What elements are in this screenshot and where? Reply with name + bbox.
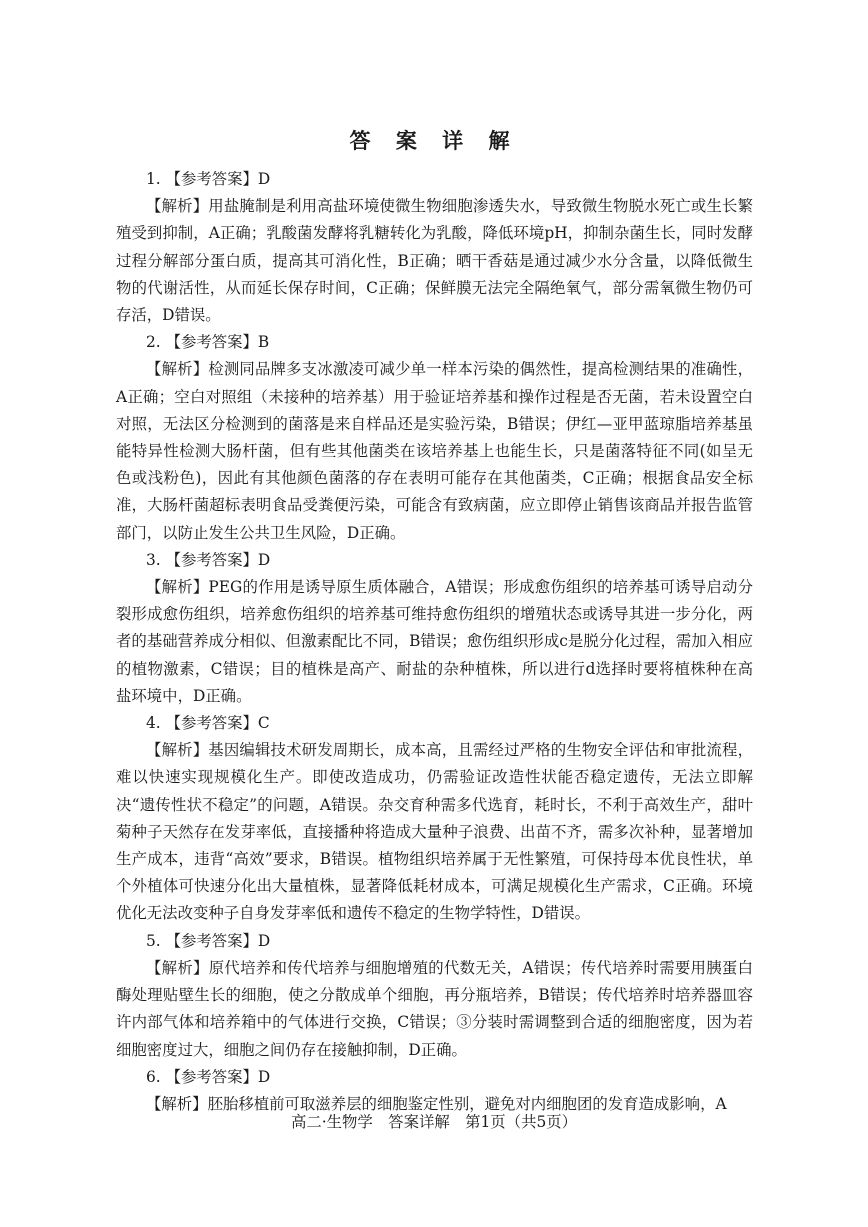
page-footer: 高二·生物学 答案详解 第1页（共5页） [290, 1113, 578, 1131]
answer-list [116, 166, 753, 1118]
answer-line: 2. 【参考答案】B [146, 333, 270, 352]
page-title: 答 案 详 解 [349, 128, 519, 153]
analysis-paragraph: 【解析】基因编辑技术研发周期长，成本高，且需经过严格的生物安全评估和审批流程，难以快速实现规模化生产。即使改造成功，仍需验证改造性状能否稳定遗传，无法立即解决“遗传性状不稳定”的问题，A错误。杂交育种需多代选育，耗时长，不利于高效生产，甜叶菊种子天然存在发芽率低，直接播种将造成大量种子浪费、出苗不齐，需多次补种，显著增加生产成本，违背“高效”要求，B错误。植物组织培养属于无性繁殖，可保持母本优良性状，单个外植体可快速分化出大量植株，显著降低耗材成本，可满足规模化生产需求，C正确。环境优化无法改变种子自身发芽率低和遗传不稳定的生物学特性，D错误。 [116, 741, 753, 923]
answer-line: 5. 【参考答案】D [146, 931, 271, 950]
answer-line: 6. 【参考答案】D [146, 1067, 271, 1086]
analysis-paragraph: 【解析】胚胎移植前可取滋养层的细胞鉴定性别，避免对内细胞团的发育造成影响，A [146, 1094, 727, 1113]
answer-line: 3. 【参考答案】D [146, 550, 271, 569]
answer-item [116, 928, 753, 1064]
answer-item [116, 166, 753, 329]
answer-line: 4. 【参考答案】C [146, 714, 270, 733]
analysis-paragraph: 【解析】用盐腌制是利用高盐环境使微生物细胞渗透失水，导致微生物脱水死亡或生长繁殖受到抑制，A正确；乳酸菌发酵将乳糖转化为乳酸，降低环境pH，抑制杂菌生长，同时发酵过程分解部分蛋白质，提高其可消化性，B正确；晒干香菇是通过减少水分含量，以降低微生物的代谢活性，从而延长保存时间，C正确；保鲜膜无法完全隔绝氧气，部分需氧微生物仍可存活，D错误。 [116, 197, 753, 325]
answer-item [116, 547, 753, 710]
analysis-paragraph: 【解析】检测同品牌多支冰激凌可减少单一样本污染的偶然性，提高检测结果的准确性，A正确；空白对照组（未接种的培养基）用于验证培养基和操作过程是否无菌，若未设置空白对照，无法区分检测到的菌落是来自样品还是实验污染，B错误；伊红—亚甲蓝琼脂培养基虽能特异性检测大肠杆菌，但有些其他菌类在该培养基上也能生长，只是菌落特征不同(如呈无色或浅粉色)，因此有其他颜色菌落的存在表明可能存在其他菌类，C正确；根据食品安全标准，大肠杆菌超标表明食品受粪便污染，可能含有致病菌，应立即停止销售该商品并报告监管部门，以防止发生公共卫生风险，D正确。 [116, 360, 753, 542]
answer-item [116, 329, 753, 547]
answer-line: 1. 【参考答案】D [146, 170, 271, 188]
answer-item [116, 710, 753, 928]
analysis-paragraph: 【解析】原代培养和传代培养与细胞增殖的代数无关，A错误；传代培养时需要用胰蛋白酶处理贴壁生长的细胞，使之分散成单个细胞，再分瓶培养，B错误；传代培养时培养器皿容许内部气体和培养箱中的气体进行交换，C错误；③分装时需调整到合适的细胞密度，因为若细胞密度过大，细胞之间仍存在接触抑制，D正确。 [116, 958, 753, 1059]
analysis-paragraph: 【解析】PEG的作用是诱导原生质体融合，A错误；形成愈伤组织的培养基可诱导启动分裂形成愈伤组织，培养愈伤组织的培养基可维持愈伤组织的增殖状态或诱导其进一步分化，两者的基础营养成分相似、但激素配比不同，B错误；愈伤组织形成c是脱分化过程，需加入相应的植物激素，C错误；目的植株是高产、耐盐的杂种植株，所以进行d选择时要将植株种在高盐环境中，D正确。 [116, 578, 753, 705]
